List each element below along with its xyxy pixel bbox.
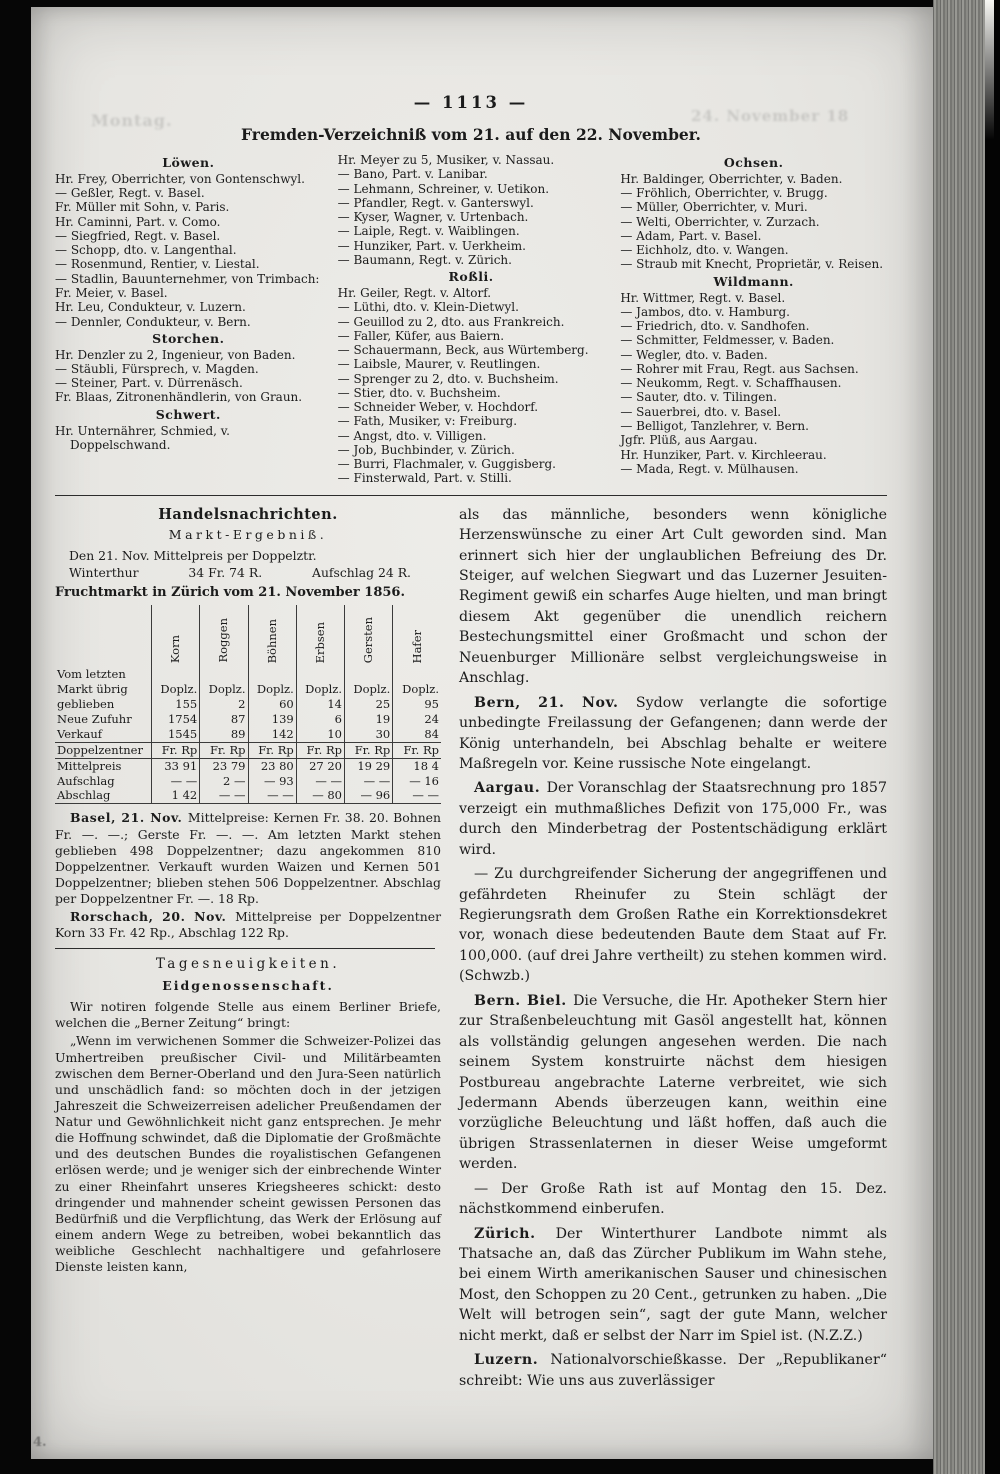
guest-entry: — Baumann, Regt. v. Zürich. [337,252,512,267]
table-cell: 1754 [152,712,200,727]
table-cell: 19 [345,712,393,727]
table-cell: 1 42 [152,788,200,803]
table-row [55,667,441,682]
guest-entry: — Laibsle, Maurer, v. Reutlingen. [337,357,541,372]
guest-entry: Fr. Müller mit Sohn, v. Paris. [55,200,230,215]
guest-entry: — Angst, dto. v. Villigen. [337,428,487,443]
guest-entry: — Wegler, dto. v. Baden. [620,347,768,362]
column-header-label: Gersten [361,616,376,664]
guest-entry: — Rohrer mit Frau, Regt. aus Sachsen. [620,361,859,376]
table-cell: 10 [296,727,344,742]
paragraph: — Zu durchgreifender Sicherung der angegriffenen und gefährdeten Rheinufer zu Stein schlägt der Regierungsrath dem Großen Rathe ein Korrektionsdekret vor, wonach diese bedeutenden Baute dem Staat auf Fr. 100,000. (auf drei Jahre vertheilt) zu stehen kommen wird. (Schwzb.) [459,866,887,985]
table-cell: 6 [296,712,344,727]
table-cell: Fr. Rp [345,742,393,758]
guest-entry: — Neukomm, Regt. v. Schaffhausen. [620,376,842,391]
paragraph: Luzern. Nationalvorschießkasse. Der „Republikaner“ schreibt: Wie uns aus zuverlässiger [459,1352,887,1389]
eidgenossenschaft-heading: Eidgenossenschaft. [162,977,334,993]
tagesneuigkeiten-paragraphs [55,999,441,1275]
table-cell [393,667,441,682]
table-cell: 95 [393,697,441,712]
fruchtmarkt-table [55,605,441,804]
scan-background [985,0,1000,1474]
guest-entry: Hr. Baldinger, Oberrichter, v. Baden. [620,171,843,186]
guest-entry: — Geuillod zu 2, dto. aus Frankreich. [337,314,565,329]
winterthur-label: Winterthur [69,564,139,580]
table-cell: — — [200,788,248,803]
column-header-label: Erbsen [312,621,327,664]
table-cell: — — [345,774,393,789]
guest-entry: — Bano, Part. v. Lanibar. [337,167,488,182]
book-page-edges [933,0,985,1474]
table-cell: 2 — [200,774,248,789]
guest-entry: — Jambos, dto. v. Hamburg. [620,304,790,319]
table-cell: 30 [345,727,393,742]
guest-entry: — Schmitter, Feldmesser, v. Baden. [620,333,835,348]
table-cell: — — [296,774,344,789]
guest-column-3 [620,153,887,486]
row-label: Aufschlag [57,773,115,788]
table-cell: — 96 [345,788,393,803]
page-number: — 1113 — [413,93,529,112]
paragraph: Rorschach, 20. Nov. Mittelpreise per Doppelzentner Korn 33 Fr. 42 Rp., Abschlag 122 Rp. [55,909,441,941]
paragraph: als das männliche, besonders wenn königliche Herzenswünsche zu einer Art Cult geworden sind. Man erinnert sich hier der unglaublichen Befreiung des Dr. Steiger, auf welchen Siegwart und das Luzerner Jesuiten-Regiment gewiß ein scharfes Auge hielten, und man bringt diesem Akt gegenüber die unendlich reichern Bestechungsmittel einer Großmacht und schon der Neuenburger Millionäre selbst vergleichungsweise in Anschlag. [459,506,887,687]
table-cell [345,667,393,682]
paragraph-lead: Bern. Biel. [474,992,574,1009]
guest-entry: — Kyser, Wagner, v. Urtenbach. [337,210,529,225]
table-cell: 23 79 [200,758,248,773]
guest-entry: — Geßler, Regt. v. Basel. [55,186,205,201]
guest-entry: — Schneider Weber, v. Hochdorf. [337,400,539,415]
page-edge-highlight [985,0,994,140]
guest-entry: — Steiner, Part. v. Dürrenäsch. [55,376,243,391]
table-row [55,682,441,697]
table-cell: Doplz. [296,682,344,697]
table-cell: Doplz. [200,682,248,697]
guest-entry: — Pfandler, Regt. v. Ganterswyl. [337,195,534,210]
row-label: geblieben [57,696,115,711]
guest-entry: Hr. Unternährer, Schmied, v. Doppelschwand. [55,423,230,452]
left-column [55,505,441,1278]
guest-entry: — Schopp, dto. v. Langenthal. [55,243,237,258]
horizontal-rule [55,495,887,496]
hotel-name-heading: Storchen. [152,330,225,346]
guest-column-1 [55,153,322,486]
table-header-cell [345,605,393,667]
guest-entry: — Mada, Regt. v. Mülhausen. [620,461,799,476]
market-reports [55,810,441,941]
table-cell: Fr. Rp [296,742,344,758]
guest-entry: — Rosenmund, Rentier, v. Liestal. [55,257,260,272]
guest-entry: — Finsterwald, Part. v. Stilli. [337,471,512,486]
newspaper-page [31,7,933,1459]
guest-entry: — Lüthi, dto. v. Klein-Dietwyl. [337,300,519,315]
guest-entry: — Job, Buchbinder, v. Zürich. [337,442,515,457]
paragraph: Bern. Biel. Die Versuche, die Hr. Apotheker Stern hier zur Straßenbeleuchtung mit Gasöl angestellt hat, können als vollständig gelungen angesehen werden. Die nach seinem System konstruirte nächst dem hiesigen Postbureau angebrachte Laterne verbreitet, wie sich Jedermann Abends überzeugen kann, weithin eine vorzügliche Beleuchtung und läßt hoffen, daß auch die übrigen Strassenlaternen in dieser Weise umgeformt werden. [459,992,888,1173]
row-label: Vom letzten [57,666,126,681]
table-cell: 27 20 [296,758,344,773]
guest-entry: — Straub mit Knecht, Proprietär, v. Reisen. [620,257,884,272]
guest-entry: Hr. Denzler zu 2, Ingenieur, von Baden. [55,347,296,362]
fremden-verzeichnis-title: Fremden-Verzeichniß vom 21. auf den 22. November. [241,125,701,144]
hotel-name-heading: Schwert. [155,406,221,422]
row-label: Abschlag [55,788,152,803]
table-row [55,697,441,712]
guest-entry: Fr. Blaas, Zitronenhändlerin, von Graun. [55,390,303,405]
row-label: Markt übrig [57,681,128,696]
guest-entry: — Müller, Oberrichter, v. Muri. [620,200,808,215]
row-label: Verkauf [55,727,152,742]
guest-entry: Hr. Hunziker, Part. v. Kirchleerau. [620,447,827,462]
table-row [55,712,441,727]
guest-entry: — Lehmann, Schreiner, v. Uetikon. [337,181,550,196]
hotel-name-heading: Roßli. [448,269,494,285]
paragraph: „Wenn im verwichenen Sommer die Schweizer-Polizei das Umhertreiben preußischer Civil- und Militärbeamten zwischen dem Berner-Oberland und den Jura-Seen natürlich und unschädlich fand: so möchten doch in der jetzigen Jahreszeit die Schweizerreisen adelicher Preußendamen der Natur und Gewöhnlichkeit nicht ganz entsprechen. Je mehr die Hoffnung schwindet, daß die Diplomatie der Großmächte und des deutschen Bundes die royalistischen Gefangenen erlösen werde; und je weniger sich der einbrechende Winter zu einer Rheinfahrt unseres Kriegsheeres schickt: desto dringender und mahnender scheint gewissen Personen das Bedürfniß und die Verpflichtung, das Werk der Erlösung auf einem andern Wege zu betreiben, wobei bekanntlich das weibliche Geschlecht nachhaltigere und gefahrlosere Dienste leisten kann, [55,1033,441,1275]
table-row [55,758,441,773]
table-header-row [55,605,441,667]
guest-entry: — Sauter, dto. v. Tilingen. [620,390,777,405]
row-label: Neue Zufuhr [57,711,132,726]
paragraph: Bern, 21. Nov. Sydow verlangte die sofortige unbedingte Freilassung der Gefangenen; dann werde der König unterhandeln, bei Abschlag behalte er weitere Maßregeln vor. Keine russische Note eingelangt. [459,694,888,772]
table-cell: Fr. Rp [248,742,296,758]
guest-entry: Hr. Meyer zu 5, Musiker, v. Nassau. [337,153,555,167]
table-cell: 24 [393,712,441,727]
paragraph: — Der Große Rath ist auf Montag den 15. Dez. nächstkommend einberufen. [459,1180,887,1218]
table-header-cell [152,605,200,667]
handelsnachrichten-heading: Handelsnachrichten. [158,505,338,523]
paragraph-lead: Zürich. [474,1225,556,1242]
table-cell: — 80 [296,788,344,803]
tagesneuigkeiten-heading: Tagesneuigkeiten. [155,956,341,973]
paragraph-lead: Bern, 21. Nov. [474,694,636,711]
table-cell [200,667,248,682]
table-cell: Doplz. [393,682,441,697]
hotel-name-heading: Wildmann. [713,273,794,289]
table-cell: 87 [200,712,248,727]
hotel-name-heading: Löwen. [162,155,215,170]
guest-entry: Hr. Geiler, Regt. v. Altorf. [337,286,492,300]
guest-entry: — Stadlin, Bauunternehmer, von Trimbach: [55,271,320,286]
guest-entry: — Laiple, Regt. v. Waiblingen. [337,224,520,239]
right-column [459,505,887,1395]
table-row [55,788,441,803]
table-cell: 2 [200,697,248,712]
guest-entry: Fr. Meier, v. Basel. [55,286,168,300]
table-cell: 25 [345,697,393,712]
table-cell: — — [393,788,441,803]
table-cell: 14 [296,697,344,712]
guest-entry: — Schauermann, Beck, aus Würtemberg. [337,343,589,358]
fruchtmarkt-title: Fruchtmarkt in Zürich vom 21. November 1856. [55,585,406,601]
table-cell [152,667,200,682]
guest-entry: Hr. Leu, Condukteur, v. Luzern. [55,300,246,315]
winterthur-aufschlag: Aufschlag 24 R. [312,564,411,580]
row-label: Doppelzentner [55,742,152,758]
guest-entry: — Friedrich, dto. v. Sandhofen. [620,319,810,334]
guest-list [55,153,887,486]
table-header-cell [296,605,344,667]
guest-entry: Hr. Wittmer, Regt. v. Basel. [620,290,786,305]
table-cell: — — [248,788,296,803]
table-cell: Doplz. [248,682,296,697]
table-cell: 23 80 [248,758,296,773]
table-header-cell [248,605,296,667]
guest-entry: — Faller, Küfer, aus Baiern. [337,328,505,343]
guest-entry: — Stäubli, Fürsprech, v. Magden. [55,361,259,376]
paragraph: Wir notiren folgende Stelle aus einem Berliner Briefe, welchen die „Berner Zeitung“ bringt: [55,999,441,1031]
guest-entry: Hr. Frey, Oberrichter, von Gontenschwyl. [55,171,305,186]
paragraph: Basel, 21. Nov. Mittelpreise: Kernen Fr. 38. 20. Bohnen Fr. —. —.; Gerste Fr. —. —. Am letzten Markt stehen geblieben 498 Doppelzentner; dazu angekommen 810 Doppelzentner. Verkauft wurden Waizen und Kernen 501 Doppelzentner; blieben stehen 506 Doppelzentner. Abschlag per Doppelzentner Fr. —. 18 Rp. [55,810,441,907]
winterthur-price: 34 Fr. 74 R. [188,564,263,580]
guest-entry: — Welti, Oberrichter, v. Zurzach. [620,214,820,229]
bleedthrough-text-right: 24. November 18 [691,107,850,125]
winterthur-line [55,565,441,581]
guest-entry: — Fröhlich, Oberrichter, v. Brugg. [620,186,828,201]
guest-entry: — Siegfried, Regt. v. Basel. [55,228,221,243]
markt-ergebnis-heading: Markt-Ergebniß. [168,526,328,542]
guest-entry: Hr. Caminni, Part. v. Como. [55,214,221,229]
table-cell: 139 [248,712,296,727]
table-cell: — 16 [393,774,441,789]
table-cell: 60 [248,697,296,712]
table-cell: 33 91 [152,758,200,773]
paragraph-lead: Basel, 21. Nov. [70,810,188,826]
table-cell: 1545 [152,727,200,742]
table-row [55,774,441,789]
table-corner-cell [55,605,152,667]
table-cell: Doplz. [152,682,200,697]
column-header-label: Korn [168,634,183,664]
table-header-cell [393,605,441,667]
row-label: Mittelpreis [57,758,122,773]
guest-entry: Jgfr. Plüß, aus Aargau. [620,433,758,448]
table-row [55,742,441,758]
table-cell: 155 [152,697,200,712]
table-cell [296,667,344,682]
column-header-label: Böhnen [264,618,279,664]
guest-entry: — Dennler, Condukteur, v. Bern. [55,314,251,329]
table-cell: Doplz. [345,682,393,697]
guest-entry: — Adam, Part. v. Basel. [620,228,762,243]
table-cell: 18 4 [393,758,441,773]
table-cell: Fr. Rp [393,742,441,758]
table-cell: Fr. Rp [200,742,248,758]
column-header-label: Roggen [216,618,231,664]
guest-entry: — Sprenger zu 2, dto. v. Buchsheim. [337,371,559,386]
paragraph-lead: Aargau. [474,780,547,797]
table-cell: 89 [200,727,248,742]
table-cell: 19 29 [345,758,393,773]
guest-entry: — Stier, dto. v. Buchsheim. [337,385,501,400]
lower-section [55,505,887,1395]
table-cell: Fr. Rp [152,742,200,758]
signature-mark: 4. [33,1435,47,1450]
paragraph: Zürich. Der Winterthurer Landbote nimmt als Thatsache an, daß das Zürcher Publikum im Wahn stehe, bei einem Wirth amerikanischen Sauser und chinesischen Most, den Schoppen zu 20 Cent., getrunken zu haben. „Die Welt will betrogen sein“, sagt der gute Mann, welcher nicht merkt, daß er selbst der Narr im Spiel ist. (N.Z.Z.) [459,1225,887,1344]
guest-entry: — Eichholz, dto. v. Wangen. [620,243,789,258]
paragraph-lead: Luzern. [474,1352,551,1369]
guest-entry: — Burri, Flachmaler, v. Guggisberg. [337,457,556,472]
table-cell: 84 [393,727,441,742]
column-header-label: Hafer [409,629,424,664]
bleedthrough-text-left: Montag. [91,111,173,130]
guest-entry: — Hunziker, Part. v. Uerkheim. [337,238,526,253]
mittelpreis-line: Den 21. Nov. Mittelpreis per Doppelztr. [69,547,317,563]
table-row [55,727,441,742]
paragraph-lead: Rorschach, 20. Nov. [70,909,236,925]
table-cell: 142 [248,727,296,742]
guest-entry: — Belligot, Tanzlehrer, v. Bern. [620,419,809,433]
paragraph: Aargau. Der Voranschlag der Staatsrechnung pro 1857 verzeigt ein muthmaßliches Defizit von 175,000 Fr., was durch den Minderbetrag der Postentschädigung erklärt wird. [459,780,887,858]
guest-entry: — Fath, Musiker, v: Freiburg. [337,414,518,429]
table-header-cell [200,605,248,667]
guest-entry: — Sauerbrei, dto. v. Basel. [620,404,782,419]
table-cell: — 93 [248,774,296,789]
table-cell [248,667,296,682]
horizontal-rule [55,948,435,949]
hotel-name-heading: Ochsen. [723,155,784,170]
table-cell: — — [152,774,200,789]
guest-column-2 [338,153,605,486]
